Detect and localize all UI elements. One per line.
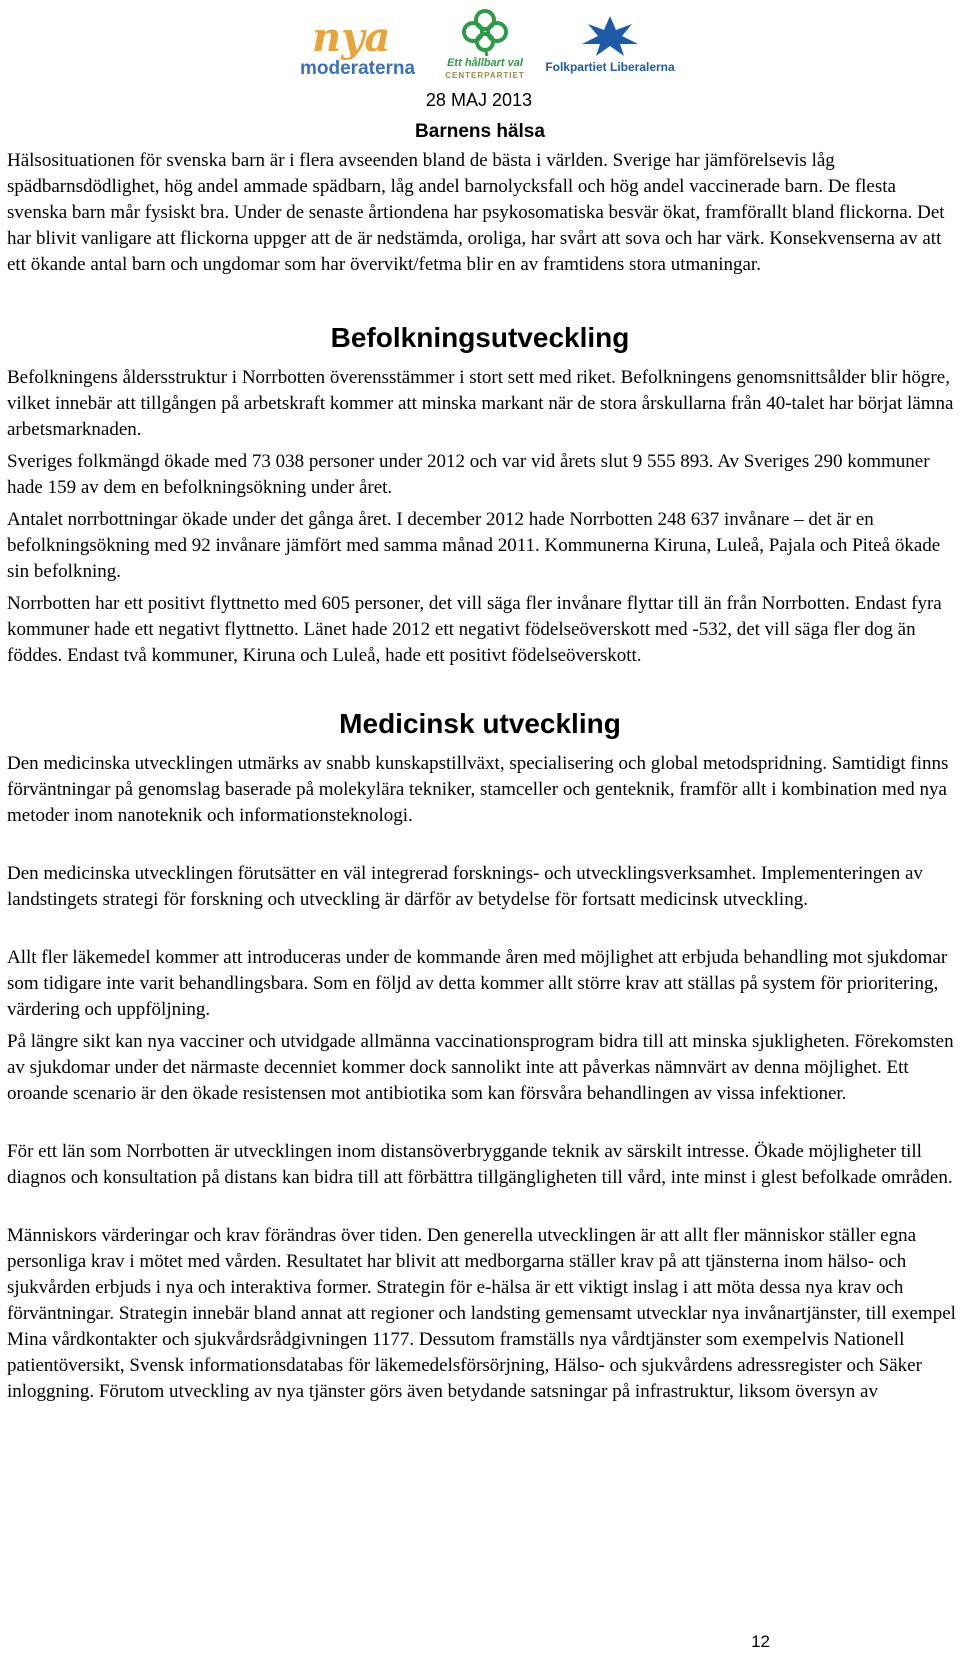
centerpartiet-name: CENTERPARTIET — [445, 71, 525, 80]
paragraph: Norrbotten har ett positivt flyttnetto med 605 personer, det vill säga fler invånare flyttar till än från Norrbotten. Endast fyra kommuner hade ett negativt flyttnetto. Länet hade 2012 ett negativt födelseöverskott med -532, det vill säga fler dog än föddes. Endast två kommuner, Kiruna och Luleå, hade ett positivt födelseöverskott. — [7, 593, 942, 666]
paragraph: Befolkningens åldersstruktur i Norrbotten överensstämmer i stort sett med riket. Befolkningens genomsnittsålder blir högre, vilket innebär att tillgången på arbetskraft kommer att minska markant när de stora årskullarna från 40-talet har börjat lämna arbetsmarknaden. — [7, 367, 954, 440]
paragraph: Människors värderingar och krav förändras över tiden. Den generella utvecklingen är att allt fler människor ställer egna personliga krav i mötet med vården. Resultatet har blivit att medborgarna ställer krav på att tjänsterna inom hälso- och sjukvården erbjuds i nya och interaktiva former. Strategin för e-hälsa är ett viktigt inslag i att möta dessa nya krav och förväntningar. Strategin innebär bland annat att regioner och landsting gemensamt utvecklar nya invånartjänster, till exempel Mina vårdkontakter och sjukvårdsrådgivningen 1177. Dessutom framställs nya vårdtjänster som exempelvis Nationell patientöversikt, Svensk informationsdatabas för läkemedelsförsörjning, Hälso- och sjukvårdens adressregister och Säker inloggning. Förutom utveckling av nya tjänster görs även betydande satsningar på infrastruktur, liksom översyn av — [7, 1225, 956, 1402]
paragraph: Allt fler läkemedel kommer att introduceras under de kommande åren med möjlighet att erbjuda behandling mot sjukdomar som tidigare inte varit behandlingsbara. Som en följd av detta kommer allt större krav att ställas på system för prioritering, värdering och uppföljning. — [7, 947, 948, 1020]
heading-medicinsk-utveckling: Medicinsk utveckling — [339, 708, 621, 739]
page-number: 12 — [751, 1632, 770, 1651]
clover-icon — [440, 8, 530, 56]
paragraph: För ett län som Norrbotten är utvecklingen inom distansöverbryggande teknik av särskilt intresse. Ökade möjligheter till diagnos och konsultation på distans kan bidra till att förbättra tillgängligheten till vård, inte minst i glest befolkade områden. — [7, 1141, 953, 1188]
document-date: 28 MAJ 2013 — [425, 90, 532, 110]
heading-barnens-halsa: Barnens hälsa — [415, 121, 545, 142]
paragraph: Den medicinska utvecklingen utmärks av snabb kunskapstillväxt, specialisering och global metodspridning. Samtidigt finns förväntningar på genomslag baserade på molekylära tekniker, stamceller och genteknik, framför allt i kombination med nya metoder inom nanoteknik och informationsteknologi. — [7, 753, 949, 826]
paragraph: Antalet norrbottningar ökade under det gånga året. I december 2012 hade Norrbotten 248 637 invånare – det är en befolkningsökning med 92 invånare jämfört med samma månad 2011. Kommunerna Kiruna, Luleå, Pajala och Piteå ökade sin befolkning. — [7, 509, 941, 582]
folkpartiet-name: Folkpartiet Liberalerna — [545, 60, 675, 74]
folkpartiet-logo — [540, 14, 680, 88]
paragraph: Sveriges folkmängd ökade med 73 038 personer under 2012 och var vid årets slut 9 555 893. Av Sveriges 290 kommuner hade 159 av dem en befolkningsökning under året. — [7, 451, 930, 498]
paragraph: På längre sikt kan nya vacciner och utvidgade allmänna vaccinationsprogram bidra till att minska sjukligheten. Förekomsten av sjukdomar under det närmaste decenniet kommer dock sannolikt inte att påverkas nämnvärt av denna möjlighet. Ett oroande scenario är den ökade resistensen mot antibiotika som kan försvåra behandlingen av vissa infektioner. — [7, 1031, 954, 1104]
moderaterna-script: nya — [312, 14, 391, 61]
paragraph: Hälsosituationen för svenska barn är i flera avseenden bland de bästa i världen. Sverige har jämförelsevis låg spädbarnsdödlighet, hög andel ammade spädbarn, låg andel barnolycksfall och hög andel vaccinerade barn. De flesta svenska barn mår fysiskt bra. Under de senaste årtiondena har psykosomatiska besvär ökat, framförallt bland flickorna. Det har blivit vanligare att flickorna uppger att de är nedstämda, oroliga, har svårt att sova och har värk. Konsekvenserna av att ett ökande antal barn och ungdomar som har övervikt/fetma blir en av framtidens stora utmaningar. — [7, 150, 945, 275]
cornflower-icon — [540, 14, 680, 58]
centerpartiet-logo — [440, 8, 530, 88]
moderaterna-logo — [300, 14, 430, 88]
heading-befolkningsutveckling: Befolkningsutveckling — [330, 322, 630, 353]
paragraph: Den medicinska utvecklingen förutsätter en väl integrerad forsknings- och utvecklingsverksamhet. Implementeringen av landstingets strategi för forskning och utveckling är därför av betydelse för fortsatt medicinsk utveckling. — [7, 863, 923, 910]
moderaterna-name: moderaterna — [300, 58, 416, 79]
party-logos — [300, 8, 680, 88]
centerpartiet-slogan: Ett hållbart val — [447, 57, 523, 69]
